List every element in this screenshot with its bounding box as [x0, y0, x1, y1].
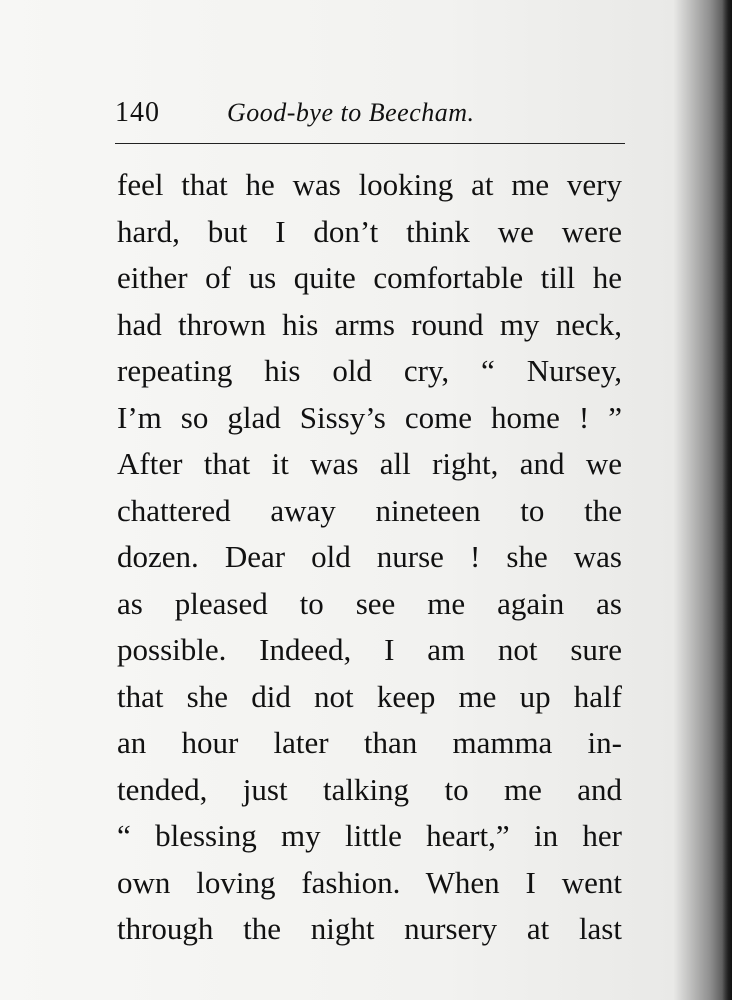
text-line: I’m so glad Sissy’s come home ! ” — [117, 399, 622, 435]
running-head — [115, 92, 625, 134]
text-line: an hour later than mamma in- — [117, 725, 622, 760]
text-line: had thrown his arms round my neck, — [117, 306, 622, 342]
text-line: chattered away nineteen to the — [117, 492, 622, 528]
text-line: tended, just talking to me and — [117, 771, 622, 807]
body-text — [117, 162, 622, 953]
text-line: feel that he was looking at me very — [117, 167, 622, 202]
text-line: hard, but I don’t think we were — [117, 213, 622, 249]
text-line: “ blessing my little heart,” in her — [117, 818, 622, 853]
text-line: own loving fashion. When I went — [117, 864, 622, 900]
text-line: that she did not keep me up half — [117, 678, 622, 714]
page-number: 140 — [115, 97, 160, 128]
text-line: repeating his old cry, “ Nursey, — [117, 353, 622, 388]
text-line: dozen. Dear old nurse ! she was — [117, 539, 622, 574]
page-edge-shadow — [722, 0, 732, 1000]
text-line: After that it was all right, and we — [117, 446, 622, 481]
text-line: possible. Indeed, I am not sure — [117, 632, 622, 667]
text-line: as pleased to see me again as — [117, 585, 622, 621]
header-rule — [115, 143, 625, 144]
text-line: through the night nursery at last — [117, 911, 622, 946]
running-title: Good-bye to Beecham. — [227, 98, 475, 127]
text-line: either of us quite comfortable till he — [117, 260, 622, 295]
